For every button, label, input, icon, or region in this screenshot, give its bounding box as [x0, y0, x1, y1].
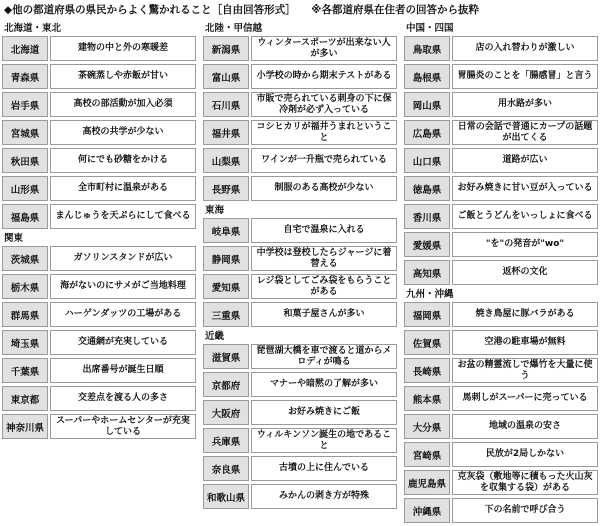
- header: [4, 3, 596, 17]
- table-row: [404, 176, 598, 201]
- table-row: [404, 64, 598, 89]
- table-row: [2, 36, 196, 61]
- prefecture-name: 沖縄県: [404, 498, 450, 523]
- table-row: [203, 92, 397, 117]
- region-section: [203, 204, 397, 327]
- prefecture-name: 愛媛県: [404, 232, 450, 257]
- table-row: [2, 302, 196, 327]
- region-section: [404, 22, 598, 285]
- table-row: [203, 148, 397, 173]
- answer-text: ウィンタースポーツが出来ない人が多い: [251, 36, 397, 61]
- table-row: [404, 330, 598, 355]
- answer-text: 何にでも砂糖をかける: [50, 148, 196, 173]
- prefecture-name: 三重県: [203, 302, 249, 327]
- table-row: [203, 64, 397, 89]
- table-row: [2, 330, 196, 355]
- table-row: [404, 120, 598, 145]
- table-row: [404, 232, 598, 257]
- answer-text: 中学校は登校したらジャージに着替える: [251, 246, 397, 271]
- table-row: [404, 92, 598, 117]
- prefecture-name: 宮城県: [2, 120, 48, 145]
- region-title: 北陸・甲信越: [205, 23, 263, 34]
- answer-text: 茶碗蒸しや赤飯が甘い: [50, 64, 196, 89]
- answer-text: 琵琶湖大橋を車で渡ると道からメロディが鳴る: [251, 344, 397, 369]
- prefecture-name: 京都府: [203, 372, 249, 397]
- region-title: 九州・沖縄: [406, 289, 454, 300]
- answer-text: ご飯とうどんをいっしょに食べる: [452, 204, 598, 229]
- prefecture-name: 大分県: [404, 414, 450, 439]
- prefecture-name: 広島県: [404, 120, 450, 145]
- table-row: [404, 414, 598, 439]
- region-title: 東海: [205, 205, 225, 216]
- answer-text: 民放が2局しかない: [452, 442, 598, 467]
- table-row: [404, 358, 598, 383]
- prefecture-name: 大阪府: [203, 400, 249, 425]
- prefecture-name: 鳥取県: [404, 36, 450, 61]
- prefecture-name: 茨城県: [2, 246, 48, 271]
- column-2: [203, 22, 397, 512]
- table-row: [2, 414, 196, 439]
- table-row: [404, 260, 598, 285]
- table-row: [203, 176, 397, 201]
- region-title: 中国・四国: [406, 23, 454, 34]
- table-row: [404, 36, 598, 61]
- prefecture-name: 神奈川県: [2, 414, 48, 439]
- table-row: [2, 120, 196, 145]
- prefecture-name: 山口県: [404, 148, 450, 173]
- table-row: [203, 36, 397, 61]
- region-section: [2, 232, 196, 439]
- table-row: [404, 204, 598, 229]
- prefecture-name: 埼玉県: [2, 330, 48, 355]
- prefecture-name: 熊本県: [404, 386, 450, 411]
- region-title: 北海道・東北: [4, 23, 62, 34]
- region-title: 関東: [4, 233, 24, 244]
- answer-text: 全市町村に温泉がある: [50, 176, 196, 201]
- table-row: [203, 246, 397, 271]
- prefecture-name: 福岡県: [404, 302, 450, 327]
- region-title: 近畿: [205, 331, 225, 342]
- answer-text: コシヒカリが福井うまれということ: [251, 120, 397, 145]
- region-section: [404, 288, 598, 523]
- prefecture-name: 栃木県: [2, 274, 48, 299]
- table-row: [203, 372, 397, 397]
- prefecture-name: 群馬県: [2, 302, 48, 327]
- table-row: [2, 64, 196, 89]
- prefecture-name: 新潟県: [203, 36, 249, 61]
- prefecture-name: 奈良県: [203, 456, 249, 481]
- answer-text: 交通網が充実している: [50, 330, 196, 355]
- header-note: ※各都道府県在住者の回答から抜粋: [311, 4, 479, 16]
- prefecture-name: 島根県: [404, 64, 450, 89]
- prefecture-name: 愛知県: [203, 274, 249, 299]
- answer-text: みかんの剥き方が特殊: [251, 484, 397, 509]
- answer-text: 焼き鳥屋に豚バラがある: [452, 302, 598, 327]
- answer-text: 小学校の時から期末テストがある: [251, 64, 397, 89]
- prefecture-name: 北海道: [2, 36, 48, 61]
- answer-text: 地域の温泉の安さ: [452, 414, 598, 439]
- table-row: [404, 442, 598, 467]
- table-row: [203, 400, 397, 425]
- prefecture-name: 静岡県: [203, 246, 249, 271]
- answer-text: 市販で売られている刺身の下に保冷剤が必ず入っている: [251, 92, 397, 117]
- table-row: [2, 246, 196, 271]
- prefecture-name: 兵庫県: [203, 428, 249, 453]
- answer-text: レジ袋としてごみ袋をもらうことがある: [251, 274, 397, 299]
- prefecture-name: 鹿児島県: [404, 470, 450, 495]
- prefecture-name: 石川県: [203, 92, 249, 117]
- answer-text: 自宅で温泉に入れる: [251, 218, 397, 243]
- table-row: [203, 218, 397, 243]
- answer-text: 高校の共学が少ない: [50, 120, 196, 145]
- prefecture-name: 東京都: [2, 386, 48, 411]
- prefecture-name: 滋賀県: [203, 344, 249, 369]
- prefecture-name: 山形県: [2, 176, 48, 201]
- prefecture-name: 長野県: [203, 176, 249, 201]
- prefecture-name: 高知県: [404, 260, 450, 285]
- answer-text: スーパーやホームセンターが充実している: [50, 414, 196, 439]
- answer-text: 出席番号が誕生日順: [50, 358, 196, 383]
- prefecture-name: 岐阜県: [203, 218, 249, 243]
- table-row: [203, 428, 397, 453]
- answer-text: 高校の部活動が加入必須: [50, 92, 196, 117]
- table-row: [2, 148, 196, 173]
- table-row: [203, 456, 397, 481]
- answer-text: 交差点を渡る人の多さ: [50, 386, 196, 411]
- prefecture-name: 千葉県: [2, 358, 48, 383]
- prefecture-name: 富山県: [203, 64, 249, 89]
- answer-text: 馬刺しがスーパーに売っている: [452, 386, 598, 411]
- prefecture-name: 香川県: [404, 204, 450, 229]
- answer-text: 店の入れ替わりが激しい: [452, 36, 598, 61]
- table-row: [2, 358, 196, 383]
- table-row: [2, 176, 196, 201]
- answer-text: ワインが一升瓶で売られている: [251, 148, 397, 173]
- prefecture-name: 山梨県: [203, 148, 249, 173]
- page-title: ◆他の都道府県の県民からよく驚かれること［自由回答形式］: [4, 4, 296, 16]
- table-row: [2, 92, 196, 117]
- region-section: [203, 330, 397, 509]
- answer-text: ガソリンスタンドが広い: [50, 246, 196, 271]
- answer-text: お好み焼きにご飯: [251, 400, 397, 425]
- answer-text: 和菓子屋さんが多い: [251, 302, 397, 327]
- table-row: [2, 386, 196, 411]
- column-1: [2, 22, 196, 442]
- table-row: [203, 344, 397, 369]
- answer-text: 返杯の文化: [452, 260, 598, 285]
- region-section: [2, 22, 196, 229]
- answer-text: 海がないのにサメがご当地料理: [50, 274, 196, 299]
- answer-text: 建物の中と外の寒暖差: [50, 36, 196, 61]
- column-3: [404, 22, 598, 526]
- table-row: [2, 274, 196, 299]
- answer-text: ハーゲンダッツの工場がある: [50, 302, 196, 327]
- answer-text: マナーや暗黙の了解が多い: [251, 372, 397, 397]
- answer-text: お盆の精霊流しで爆竹を大量に使う: [452, 358, 598, 383]
- answer-text: 下の名前で呼び合う: [452, 498, 598, 523]
- region-section: [203, 22, 397, 201]
- prefecture-name: 長崎県: [404, 358, 450, 383]
- answer-text: 制服のある高校が少ない: [251, 176, 397, 201]
- answer-text: まんじゅうを天ぷらにして食べる: [50, 204, 196, 229]
- answer-text: 用水路が多い: [452, 92, 598, 117]
- prefecture-name: 秋田県: [2, 148, 48, 173]
- answer-text: 古墳の上に住んでいる: [251, 456, 397, 481]
- table-row: [203, 274, 397, 299]
- table-row: [203, 302, 397, 327]
- table-row: [2, 204, 196, 229]
- prefecture-name: 佐賀県: [404, 330, 450, 355]
- table-row: [404, 148, 598, 173]
- prefecture-name: 徳島県: [404, 176, 450, 201]
- prefecture-name: 青森県: [2, 64, 48, 89]
- answer-text: 空港の駐車場が無料: [452, 330, 598, 355]
- table-row: [203, 484, 397, 509]
- prefecture-name: 和歌山県: [203, 484, 249, 509]
- answer-text: 克灰袋（敷地等に積もった火山灰を収集する袋）がある: [452, 470, 598, 495]
- table-row: [404, 302, 598, 327]
- answer-text: お好み焼きに甘い豆が入っている: [452, 176, 598, 201]
- prefecture-name: 福井県: [203, 120, 249, 145]
- prefecture-name: 岡山県: [404, 92, 450, 117]
- table-row: [404, 498, 598, 523]
- answer-text: 胃腸炎のことを「腸感冒」と言う: [452, 64, 598, 89]
- table-row: [404, 386, 598, 411]
- prefecture-name: 福島県: [2, 204, 48, 229]
- prefecture-name: 宮崎県: [404, 442, 450, 467]
- table-row: [404, 470, 598, 495]
- answer-text: "を"の発音が"wo": [452, 232, 598, 257]
- answer-text: ウィルキンソン誕生の地であること: [251, 428, 397, 453]
- answer-text: 道路が広い: [452, 148, 598, 173]
- answer-text: 日常の会話で普通にカープの話題が出てくる: [452, 120, 598, 145]
- prefecture-name: 岩手県: [2, 92, 48, 117]
- table-row: [203, 120, 397, 145]
